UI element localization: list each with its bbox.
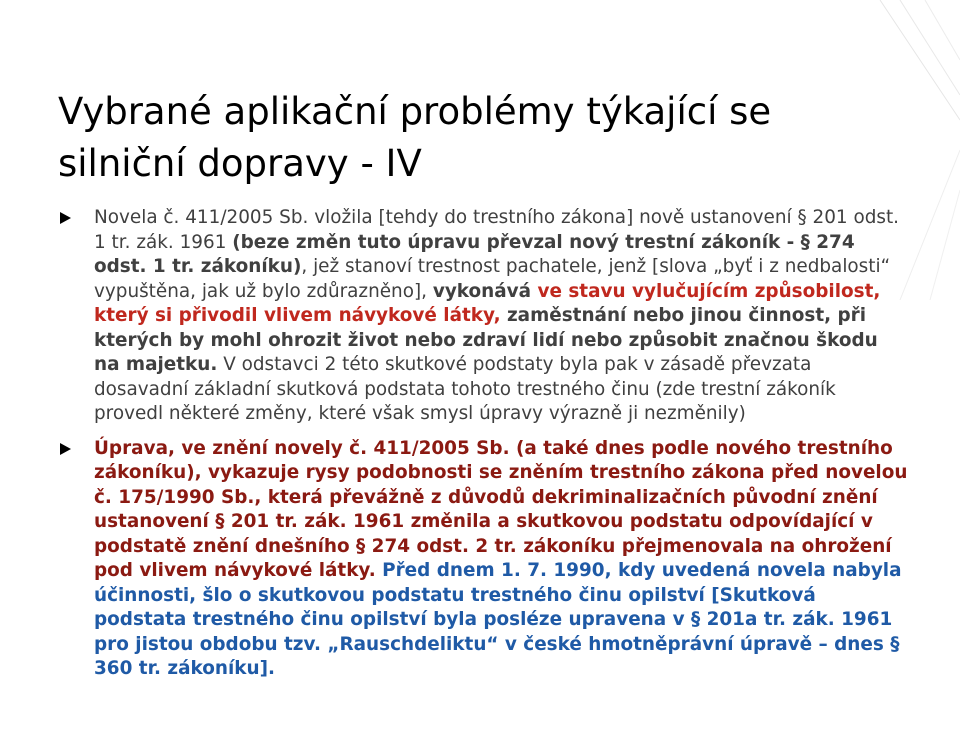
bullet-segment: zaměstnání nebo jinou činnost, při kterých by mohl ohrozit život nebo zdraví lidí nebo způsobit značnou škodu na majetku. (94, 305, 878, 375)
bullet-segment: , jež stanoví trestnost pachatele, jenž [slova „byť i z nedbalosti“ vypuštěna, jak už bylo zdůrazněno], (94, 256, 891, 302)
bullet-segment: V odstavci 2 této skutkové podstaty byla pak v zásadě převzata dosavadní základní skutková podstata tohoto trestného činu (zde trestní zákoník provedl některé změny, které však smysl úpravy výrazně ji nezměnily) (94, 354, 836, 424)
triangle-right-icon (60, 212, 71, 224)
bullet-item (58, 437, 908, 682)
bullet-text (94, 438, 907, 680)
bullet-segment: vykonává (432, 280, 538, 302)
bullet-segment-highlight: Úprava, ve znění novely č. 411/2005 Sb. (94, 437, 510, 459)
triangle-right-icon (60, 443, 71, 455)
bullet-item (58, 206, 908, 427)
bullet-segment-highlight: (a také dnes podle nového trestního zákoníku), vykazuje rysy podobnosti se zněním trestního zákona před novelou č. 175/1990 Sb. (94, 437, 908, 508)
bullet-segment-highlight: Před dnem 1. 7. 1990, kdy uvedená novela nabyla účinnosti, šlo o skutkovou podstatu trestného činu opilství [Skutková podstata trestného činu opilství byla posléze upravena v § 201a tr. zák. 1961 pro jistou obdobu tzv. „Rauschdeliktu“ v české hmotněprávní úpravě – dnes § 360 tr. zákoníku]. (94, 560, 902, 679)
bullet-segment-highlight: , která převážně z důvodů dekriminalizačních původní znění ustanovení § 201 tr. zák. 1961 změnila a skutkovou podstatu odpovídající v podstatě znění dnešního § 274 odst. 2 tr. zákoníku přejmenovala na ohrožení pod vlivem návykové látky. (94, 486, 892, 581)
bullet-segment-highlight: ve stavu vylučujícím způsobilost, který si přivodil vlivem návykové látky, (94, 280, 881, 326)
bullet-segment: Novela č. 411/2005 Sb. vložila [tehdy do trestního zákona] nově ustanovení § 201 odst. 1 tr. zák. 1961 (94, 207, 900, 253)
slide-title: Vybrané aplikační problémy týkající se silniční dopravy - IV (58, 90, 772, 185)
bullet-text (94, 207, 899, 424)
bullet-list (58, 206, 908, 682)
bullet-segment: (beze změn tuto úpravu převzal nový trestní zákoník - § 274 odst. 1 tr. zákoníku) (94, 231, 855, 277)
